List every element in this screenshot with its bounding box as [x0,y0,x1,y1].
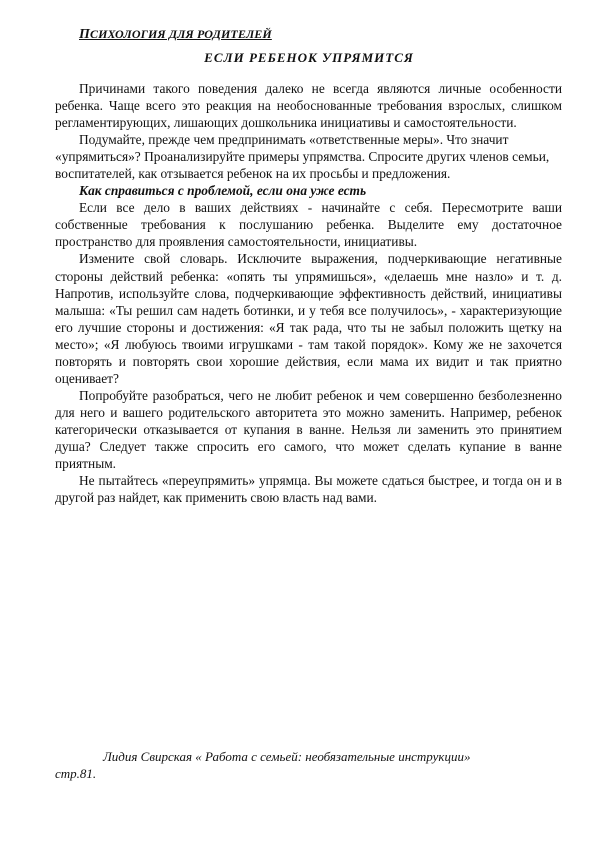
paragraph-find-replacement: Попробуйте разобраться, чего не любит ребенок и чем совершенно безболезненно для него и вашего родительского авторитета это можно заменить. Например, ребенок категорически отказывается от купания в ванне. Нельзя ли заменить это принятием душа? Следует также спросить его самого, что может сделать купание в ванне приятным. [55,387,562,472]
section-header-initial: П [79,27,90,42]
subheading-how-to-cope: Как справиться с проблемой, если она уже есть [79,183,367,199]
paragraph-causes: Причинами такого поведения далеко не всегда являются личные особенности ребенка. Чаще всего это реакция на необоснованные требования взрослых, слишком регламентирующих, лишающих дошкольника инициативы и самостоятельности. [55,81,562,131]
paragraph-change-vocabulary: Измените свой словарь. Исключите выражения, подчеркивающие негативные стороны действий ребенка: «опять ты упрямишься», «делаешь мне назло» и т. д. Напротив, используйте слова, подчеркивающие эффективность действий, инициативы малыша: «Ты решил сам надеть ботинки, и у тебя все получилось», - характеризующие его лучшие стороны и достижения: «Я так рада, что ты не забыл положить щетку на место»; «Я любуюсь твоими игрушками - там такой порядок». Кому же не захочется повторять и повторять свои хорошие действия, если мама их видит и так приятно оценивает? [55,251,562,386]
page-number: стр.81. [55,766,97,781]
paragraph-dont-out-stubborn: Не пытайтесь «переупрямить» упрямца. Вы можете сдаться быстрее, и тогда он и в другой раз найдет, как применить свою власть над вами. [55,473,562,506]
section-header [79,27,272,43]
paragraph-think-first: Подумайте, прежде чем предпринимать «ответственные меры». Что значит «упрямиться»? Проанализируйте примеры упрямства. Спросите других членов семьи, воспитателей, как отзывается ребенок на их просьбы и предложения. [55,132,550,182]
source-footer [55,748,562,782]
source-reference: Лидия Свирская « Работа с семьей: необязательные инструкции» [103,749,471,764]
paragraph-start-with-yourself: Если все дело в ваших действиях - начинайте с себя. Пересмотрите ваши собственные требования к послушанию ребенка. Выделите ему достаточное пространство для проявления самостоятельности, инициативы. [55,200,562,250]
section-header-rest: СИХОЛОГИЯ ДЛЯ РОДИТЕЛЕЙ [90,27,272,41]
article-body [55,80,562,506]
article-title: ЕСЛИ РЕБЕНОК УПРЯМИТСЯ [204,50,414,65]
